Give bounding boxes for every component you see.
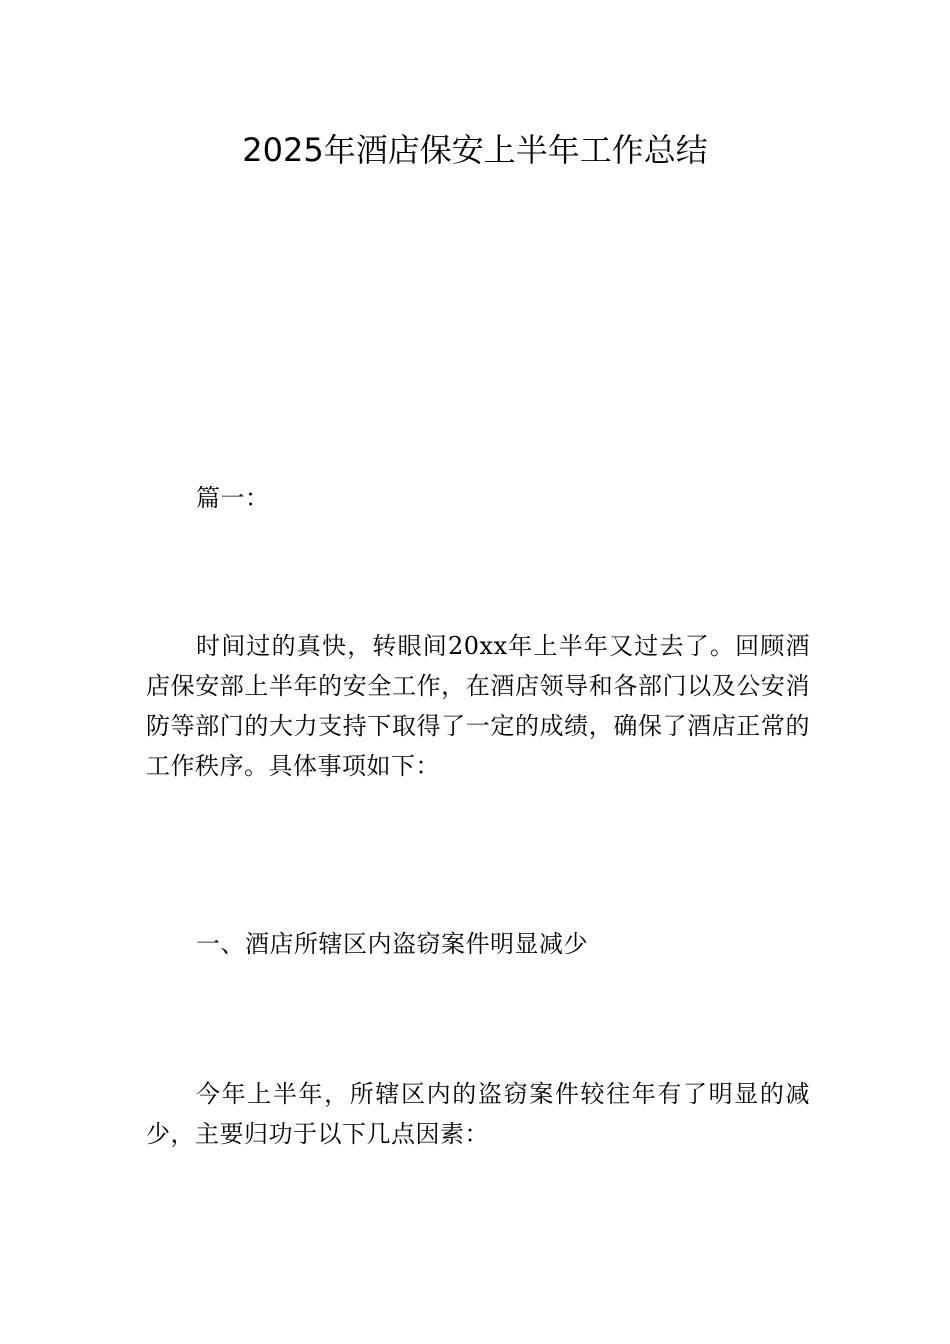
- section-heading-one: 一、酒店所辖区内盗窃案件明显减少: [196, 930, 588, 958]
- section-label: 篇一：: [196, 484, 270, 512]
- document-title: 2025年酒店保安上半年工作总结: [242, 131, 708, 169]
- body-paragraph-one: 今年上半年，所辖区内的盗窃案件较往年有了明显的减少，主要归功于以下几点因素：: [146, 1080, 810, 1148]
- intro-paragraph: 时间过的真快，转眼间20xx年上半年又过去了。回顾酒店保安部上半年的安全工作，在酒店领导和各部门以及公安消防等部门的大力支持下取得了一定的成绩，确保了酒店正常的工作秩序。具体事项如下：: [146, 632, 810, 780]
